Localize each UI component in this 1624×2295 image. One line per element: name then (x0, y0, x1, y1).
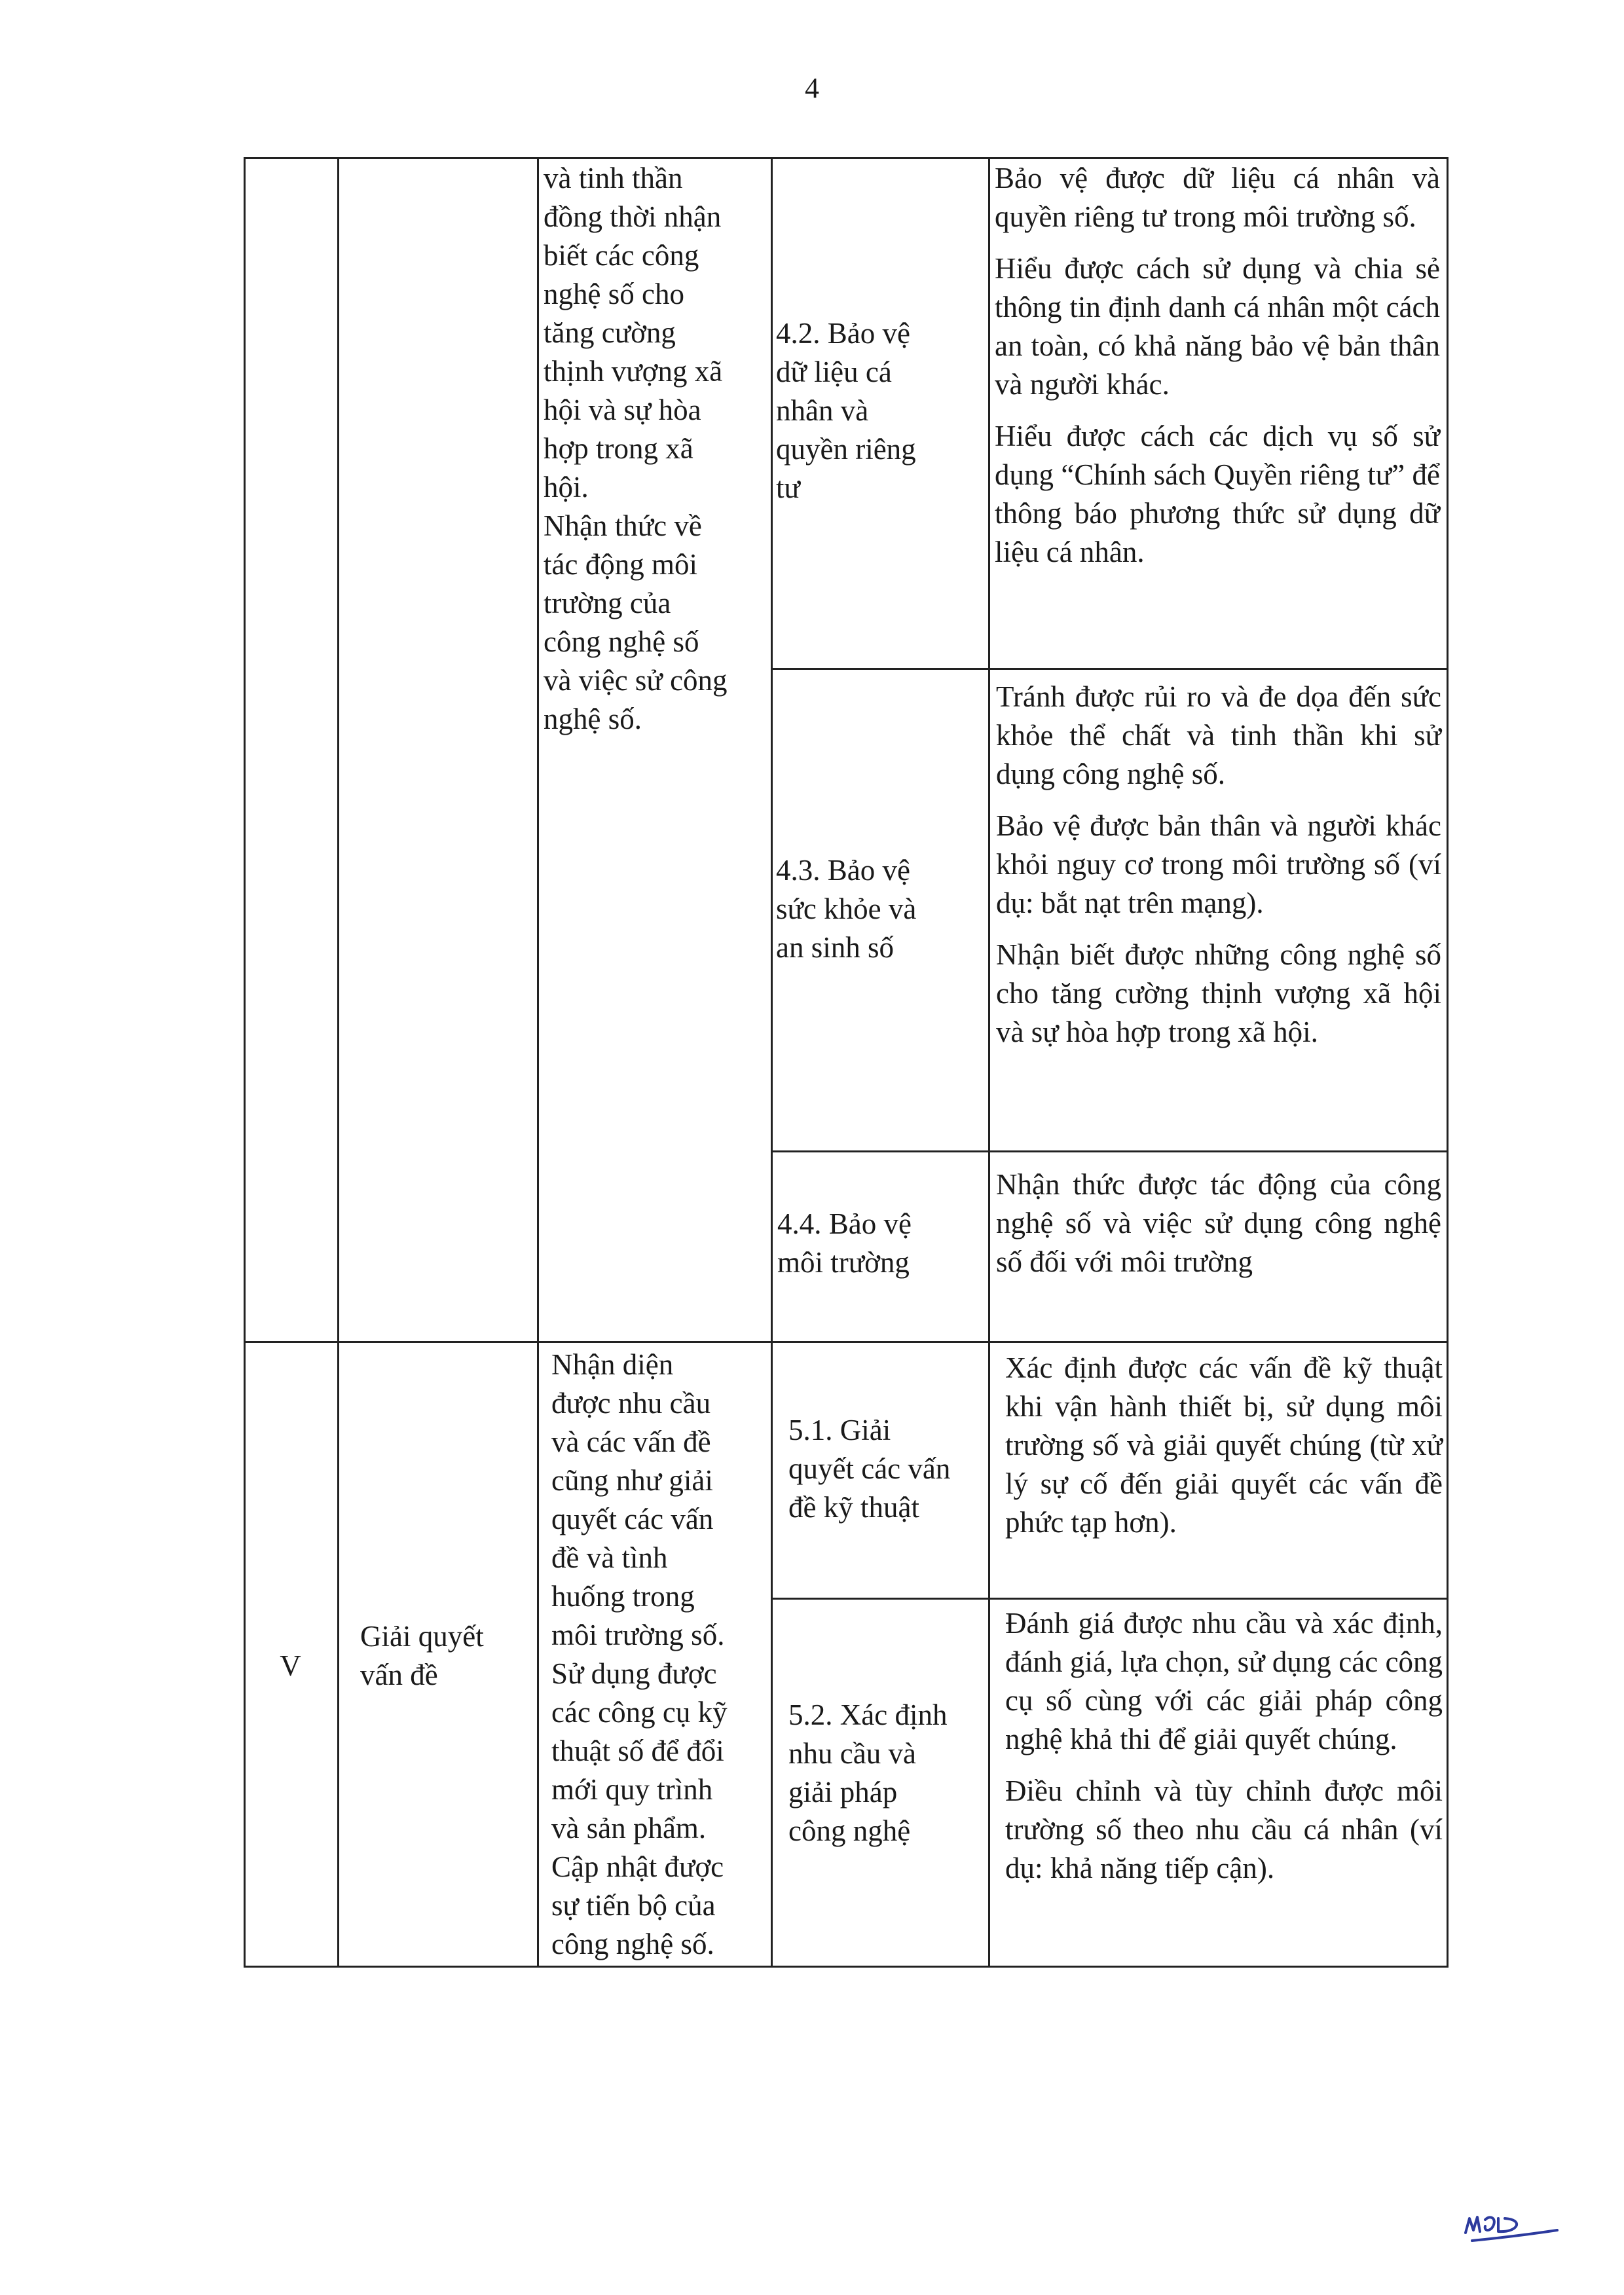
sub-4-2-label (776, 314, 986, 507)
label-line: công nghệ (788, 1814, 911, 1847)
objective-line: hội. (544, 471, 589, 504)
objective-lines (551, 1346, 769, 1964)
label-line: sức khỏe và (776, 892, 917, 925)
objective-line: công nghệ số. (551, 1928, 714, 1960)
objective-line: và tinh thần (544, 162, 683, 194)
objective-line: và các vấn đề (551, 1425, 711, 1458)
domain-line: Giải quyết (360, 1620, 484, 1653)
objective-line: nghệ số cho (544, 278, 684, 310)
table-border-right (1447, 157, 1449, 1968)
block-5-domain (360, 1617, 534, 1695)
label-line: 5.1. Giải (788, 1414, 891, 1446)
sub-5-2-description (1005, 1604, 1443, 1888)
description-paragraph: Đánh giá được nhu cầu và xác định, đánh giá, lựa chọn, sử dụng các công cụ số cùng với các giải pháp công nghệ khả thi để giải quyết chúng. (1005, 1607, 1443, 1755)
subcompetency-label (776, 314, 986, 507)
objective-line: hợp trong xã (544, 432, 693, 465)
row-separator-4-2 (771, 668, 1449, 670)
objective-line: Nhận thức về (544, 509, 702, 542)
description-paragraph: Xác định được các vấn đề kỹ thuật khi vận hành thiết bị, sử dụng môi trường số và giải quyết chúng (từ xử lý sự cố đến giải quyết các vấn đề phức tạp hơn). (1005, 1351, 1443, 1539)
description-paragraphs (996, 1166, 1441, 1281)
objective-line: các công cụ kỹ (551, 1696, 728, 1729)
sub-5-2-label (788, 1696, 987, 1850)
objective-line: tác động môi (544, 548, 697, 581)
label-line: 4.4. Bảo vệ (777, 1207, 912, 1240)
objective-line: được nhu cầu (551, 1387, 711, 1420)
objective-line: mới quy trình (551, 1773, 713, 1806)
competency-table (244, 157, 1449, 1968)
objective-line: và sản phẩm. (551, 1812, 707, 1845)
label-line: 4.3. Bảo vệ (776, 854, 910, 887)
objective-lines (544, 159, 769, 739)
label-line: dữ liệu cá (776, 356, 892, 388)
description-paragraphs (996, 678, 1441, 1052)
row-separator-4-3 (771, 1150, 1449, 1152)
block-5-objective (551, 1346, 769, 1964)
sub-4-4-label (777, 1205, 987, 1282)
label-line: 4.2. Bảo vệ (776, 317, 910, 350)
description-paragraph: Bảo vệ được bản thân và người khác khỏi nguy cơ trong môi trường số (ví dụ: bắt nạt trên mạng). (996, 809, 1441, 919)
objective-line: và việc sử công (544, 664, 728, 697)
objective-line: thuật số để đổi (551, 1735, 724, 1767)
subcompetency-label (776, 851, 986, 967)
description-paragraph: Nhận biết được những công nghệ số cho tăng cường thịnh vượng xã hội và sự hòa hợp trong xã hội. (996, 938, 1441, 1048)
label-line: tư (776, 471, 800, 504)
row-separator-block-5 (244, 1341, 1449, 1343)
table-divider-1 (337, 157, 339, 1968)
label-line: quyền riêng (776, 433, 916, 466)
label-line: quyết các vấn (788, 1452, 951, 1485)
roman-numeral: V (280, 1649, 301, 1682)
objective-line: biết các công (544, 239, 699, 272)
label-line: nhân và (776, 394, 869, 427)
objective-line: huống trong (551, 1580, 695, 1613)
description-paragraph: Bảo vệ được dữ liệu cá nhân và quyền riêng tư trong môi trường số. (995, 162, 1440, 233)
description-paragraph: Nhận thức được tác động của công nghệ số và việc sử dụng công nghệ số đối với môi trường (996, 1168, 1441, 1278)
description-paragraph: Tránh được rủi ro và đe dọa đến sức khỏe thể chất và tinh thần khi sử dụng công nghệ số. (996, 680, 1441, 790)
description-paragraph: Hiểu được cách sử dụng và chia sẻ thông tin định danh cá nhân một cách an toàn, có khả năng bảo vệ bản thân và người khác. (995, 252, 1440, 401)
label-line: đề kỹ thuật (788, 1491, 919, 1524)
label-line: môi trường (777, 1246, 910, 1279)
table-divider-4 (988, 157, 990, 1968)
table-border-bottom (244, 1966, 1449, 1968)
sub-4-4-description (996, 1166, 1441, 1281)
sub-4-3-label (776, 851, 986, 967)
subcompetency-label (788, 1411, 987, 1527)
description-paragraphs (1005, 1604, 1443, 1888)
objective-line: thịnh vượng xã (544, 355, 723, 388)
description-paragraphs (995, 159, 1440, 572)
objective-line: Sử dụng được (551, 1657, 717, 1690)
row-separator-5-1 (771, 1598, 1449, 1600)
domain-name (360, 1617, 534, 1695)
description-paragraphs (1005, 1349, 1443, 1542)
objective-line: tăng cường (544, 316, 676, 349)
table-border-left (244, 157, 246, 1968)
table-divider-3 (771, 157, 773, 1968)
objective-line: đề và tình (551, 1541, 668, 1574)
sub-5-1-label (788, 1411, 987, 1527)
page-number: 4 (805, 72, 819, 104)
objective-line: Cập nhật được (551, 1850, 724, 1883)
block-4-objective (544, 159, 769, 739)
table-divider-2 (537, 157, 539, 1968)
sub-4-3-description (996, 678, 1441, 1052)
sub-5-1-description (1005, 1349, 1443, 1542)
sub-4-2-description (995, 159, 1440, 572)
objective-line: trường của (544, 587, 671, 619)
block-5-numeral (244, 1647, 337, 1685)
objective-line: công nghệ số (544, 625, 699, 658)
objective-line: quyết các vấn (551, 1503, 714, 1535)
handwritten-signature (1459, 2200, 1564, 2252)
description-paragraph: Hiểu được cách các dịch vụ số sử dụng “Chính sách Quyền riêng tư” để thông báo phương thức sử dụng dữ liệu cá nhân. (995, 420, 1440, 568)
objective-line: nghệ số. (544, 703, 642, 735)
subcompetency-label (777, 1205, 987, 1282)
description-paragraph: Điều chỉnh và tùy chỉnh được môi trường số theo nhu cầu cá nhân (ví dụ: khả năng tiếp cận). (1005, 1774, 1443, 1884)
label-line: giải pháp (788, 1776, 898, 1808)
objective-line: đồng thời nhận (544, 200, 722, 233)
objective-line: sự tiến bộ của (551, 1889, 716, 1922)
objective-line: môi trường số. (551, 1619, 725, 1651)
objective-line: cũng như giải (551, 1464, 713, 1497)
objective-line: Nhận diện (551, 1348, 674, 1381)
label-line: 5.2. Xác định (788, 1698, 948, 1731)
subcompetency-label (788, 1696, 987, 1850)
domain-line: vấn đề (360, 1659, 438, 1691)
label-line: an sinh số (776, 931, 894, 964)
label-line: nhu cầu và (788, 1737, 916, 1770)
objective-line: hội và sự hòa (544, 394, 701, 426)
